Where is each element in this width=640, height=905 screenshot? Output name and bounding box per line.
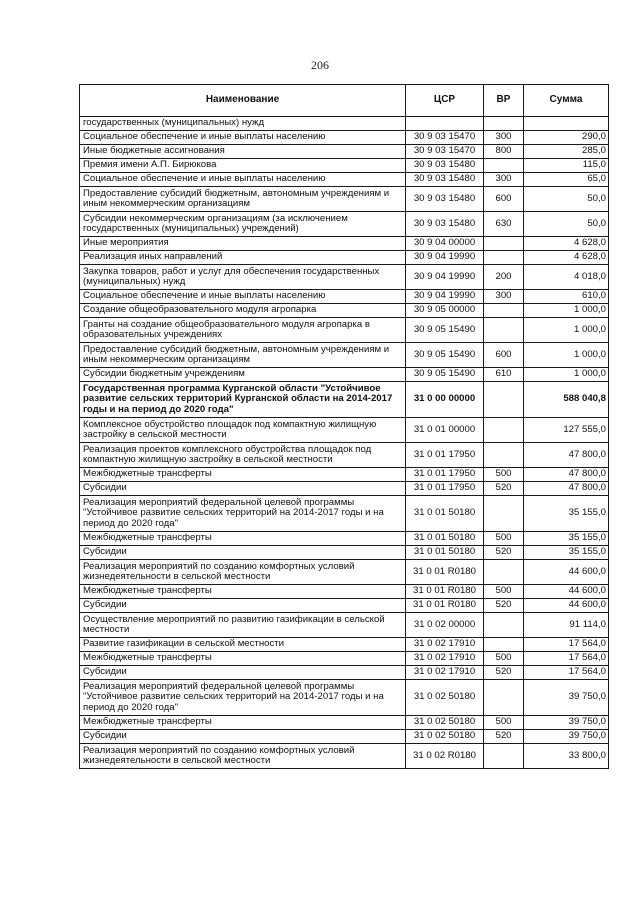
row-csr-cell: 30 9 05 00000 (406, 304, 484, 318)
row-sum-cell: 33 800,0 (524, 744, 609, 769)
row-csr-cell: 31 0 01 17950 (406, 468, 484, 482)
row-vr-cell: 500 (484, 652, 524, 666)
row-sum-cell: 47 800,0 (524, 482, 609, 496)
row-csr-cell: 30 9 03 15480 (406, 187, 484, 212)
row-csr-cell: 31 0 02 17910 (406, 652, 484, 666)
table-row (80, 304, 609, 318)
row-name-cell: Субсидии (80, 730, 406, 744)
row-vr-cell: 600 (484, 187, 524, 212)
row-vr-cell: 800 (484, 145, 524, 159)
row-sum-cell: 35 155,0 (524, 532, 609, 546)
table-row (80, 560, 609, 585)
table-row (80, 468, 609, 482)
row-name-cell: Субсидии бюджетным учреждениям (80, 368, 406, 382)
row-csr-cell: 31 0 02 00000 (406, 613, 484, 638)
row-csr-cell: 31 0 01 50180 (406, 532, 484, 546)
row-name-cell: Социальное обеспечение и иные выплаты населению (80, 131, 406, 145)
header-sum: Сумма (524, 85, 609, 117)
row-vr-cell (484, 251, 524, 265)
page-number: 206 (311, 58, 329, 72)
row-name-cell: Реализация мероприятий федеральной целевой программы "Устойчивое развитие сельских территорий на 2014-2017 годы и на период до 2020 года" (80, 496, 406, 532)
table-row (80, 418, 609, 443)
table-row (80, 496, 609, 532)
row-name-cell: Иные мероприятия (80, 237, 406, 251)
row-csr-cell: 31 0 02 17910 (406, 666, 484, 680)
table-row (80, 730, 609, 744)
row-vr-cell (484, 638, 524, 652)
row-vr-cell (484, 560, 524, 585)
row-csr-cell: 30 9 03 15480 (406, 173, 484, 187)
row-sum-cell: 127 555,0 (524, 418, 609, 443)
row-name-cell: Иные бюджетные ассигнования (80, 145, 406, 159)
row-vr-cell (484, 418, 524, 443)
row-csr-cell: 30 9 03 15480 (406, 159, 484, 173)
row-sum-cell: 44 600,0 (524, 560, 609, 585)
row-name-cell: Субсидии (80, 666, 406, 680)
row-csr-cell: 30 9 04 19990 (406, 265, 484, 290)
table-row (80, 131, 609, 145)
row-csr-cell: 30 9 05 15490 (406, 318, 484, 343)
row-name-cell: Социальное обеспечение и иные выплаты населению (80, 173, 406, 187)
row-sum-cell: 1 000,0 (524, 304, 609, 318)
row-vr-cell: 520 (484, 546, 524, 560)
row-vr-cell (484, 613, 524, 638)
row-name-cell: Субсидии (80, 482, 406, 496)
row-vr-cell: 500 (484, 532, 524, 546)
table-row (80, 251, 609, 265)
row-csr-cell: 30 9 05 15490 (406, 368, 484, 382)
row-vr-cell: 500 (484, 585, 524, 599)
row-csr-cell: 30 9 03 15480 (406, 212, 484, 237)
row-name-cell: Комплексное обустройство площадок под компактную жилищную застройку в сельской местности (80, 418, 406, 443)
row-name-cell: Государственная программа Курганской области "Устойчивое развитие сельских территорий Курганской области на 2014-2017 годы и на период до 2020 года" (80, 382, 406, 418)
row-sum-cell: 115,0 (524, 159, 609, 173)
row-name-cell: Социальное обеспечение и иные выплаты населению (80, 290, 406, 304)
table-row (80, 212, 609, 237)
header-name: Наименование (80, 85, 406, 117)
table-row (80, 368, 609, 382)
row-csr-cell: 31 0 02 17910 (406, 638, 484, 652)
table-row (80, 237, 609, 251)
row-name-cell: Развитие газификации в сельской местности (80, 638, 406, 652)
row-sum-cell: 50,0 (524, 212, 609, 237)
row-csr-cell: 31 0 01 17950 (406, 482, 484, 496)
header-csr: ЦСР (406, 85, 484, 117)
row-vr-cell: 520 (484, 730, 524, 744)
row-sum-cell: 610,0 (524, 290, 609, 304)
table-row (80, 318, 609, 343)
table-row (80, 173, 609, 187)
row-vr-cell: 630 (484, 212, 524, 237)
row-csr-cell: 30 9 03 15470 (406, 145, 484, 159)
row-csr-cell (406, 117, 484, 131)
row-sum-cell: 290,0 (524, 131, 609, 145)
row-name-cell: Реализация проектов комплексного обустройства площадок под компактную жилищную застройку в сельской местности (80, 443, 406, 468)
row-sum-cell: 65,0 (524, 173, 609, 187)
table-row (80, 443, 609, 468)
row-name-cell: Субсидии (80, 546, 406, 560)
row-sum-cell: 44 600,0 (524, 585, 609, 599)
row-sum-cell: 17 564,0 (524, 638, 609, 652)
table-row (80, 744, 609, 769)
row-sum-cell: 50,0 (524, 187, 609, 212)
row-vr-cell (484, 680, 524, 716)
row-sum-cell: 17 564,0 (524, 666, 609, 680)
row-sum-cell: 285,0 (524, 145, 609, 159)
row-sum-cell: 39 750,0 (524, 680, 609, 716)
row-name-cell: Реализация мероприятий федеральной целевой программы "Устойчивое развитие сельских территорий на 2014-2017 годы и на период до 2020 года" (80, 680, 406, 716)
table-row (80, 599, 609, 613)
row-sum-cell: 35 155,0 (524, 546, 609, 560)
row-sum-cell: 39 750,0 (524, 716, 609, 730)
row-vr-cell (484, 496, 524, 532)
row-vr-cell: 610 (484, 368, 524, 382)
budget-table (79, 84, 609, 769)
row-sum-cell (524, 117, 609, 131)
row-name-cell: Реализация мероприятий по созданию комфортных условий жизнедеятельности в сельской местности (80, 744, 406, 769)
row-csr-cell: 31 0 00 00000 (406, 382, 484, 418)
table-body (80, 117, 609, 769)
row-vr-cell (484, 159, 524, 173)
row-vr-cell: 500 (484, 716, 524, 730)
row-sum-cell: 91 114,0 (524, 613, 609, 638)
row-name-cell: Предоставление субсидий бюджетным, автономным учреждениям и иным некоммерческим организациям (80, 187, 406, 212)
row-name-cell: Межбюджетные трансферты (80, 468, 406, 482)
row-vr-cell: 600 (484, 343, 524, 368)
row-csr-cell: 31 0 02 50180 (406, 680, 484, 716)
row-sum-cell: 39 750,0 (524, 730, 609, 744)
row-csr-cell: 31 0 02 R0180 (406, 744, 484, 769)
table-row (80, 290, 609, 304)
row-csr-cell: 31 0 02 50180 (406, 730, 484, 744)
table-row (80, 585, 609, 599)
table-row (80, 680, 609, 716)
row-vr-cell: 520 (484, 599, 524, 613)
row-name-cell: Межбюджетные трансферты (80, 532, 406, 546)
row-sum-cell: 47 800,0 (524, 443, 609, 468)
row-csr-cell: 31 0 02 50180 (406, 716, 484, 730)
table-row (80, 159, 609, 173)
row-sum-cell: 4 628,0 (524, 237, 609, 251)
row-name-cell: Межбюджетные трансферты (80, 652, 406, 666)
row-csr-cell: 31 0 01 R0180 (406, 560, 484, 585)
row-vr-cell (484, 382, 524, 418)
row-name-cell: Реализация мероприятий по созданию комфортных условий жизнедеятельности в сельской местности (80, 560, 406, 585)
row-csr-cell: 30 9 04 19990 (406, 290, 484, 304)
table-header-row (80, 85, 609, 117)
table-row (80, 382, 609, 418)
row-sum-cell: 4 018,0 (524, 265, 609, 290)
row-vr-cell (484, 117, 524, 131)
row-vr-cell: 500 (484, 468, 524, 482)
row-name-cell: Гранты на создание общеобразовательного модуля агропарка в образовательных учреждениях (80, 318, 406, 343)
row-vr-cell: 520 (484, 482, 524, 496)
row-name-cell: Осуществление мероприятий по развитию газификации в сельской местности (80, 613, 406, 638)
row-sum-cell: 44 600,0 (524, 599, 609, 613)
table-row (80, 265, 609, 290)
row-csr-cell: 31 0 01 R0180 (406, 585, 484, 599)
row-csr-cell: 31 0 01 17950 (406, 443, 484, 468)
header-vr: ВР (484, 85, 524, 117)
row-sum-cell: 17 564,0 (524, 652, 609, 666)
table-row (80, 652, 609, 666)
row-sum-cell: 4 628,0 (524, 251, 609, 265)
row-name-cell: Субсидии (80, 599, 406, 613)
row-vr-cell: 520 (484, 666, 524, 680)
row-name-cell: Закупка товаров, работ и услуг для обеспечения государственных (муниципальных) нужд (80, 265, 406, 290)
row-csr-cell: 30 9 04 00000 (406, 237, 484, 251)
row-csr-cell: 30 9 05 15490 (406, 343, 484, 368)
row-csr-cell: 31 0 01 50180 (406, 496, 484, 532)
row-name-cell: Премия имени А.П. Бирюкова (80, 159, 406, 173)
row-name-cell: Межбюджетные трансферты (80, 585, 406, 599)
row-sum-cell: 1 000,0 (524, 368, 609, 382)
row-vr-cell: 300 (484, 173, 524, 187)
table-row (80, 638, 609, 652)
table-row (80, 716, 609, 730)
row-name-cell: государственных (муниципальных) нужд (80, 117, 406, 131)
row-csr-cell: 30 9 04 19990 (406, 251, 484, 265)
table-row (80, 145, 609, 159)
row-name-cell: Субсидии некоммерческим организациям (за исключением государственных (муниципальных) учреждений) (80, 212, 406, 237)
row-name-cell: Создание общеобразовательного модуля агропарка (80, 304, 406, 318)
row-csr-cell: 31 0 01 00000 (406, 418, 484, 443)
row-csr-cell: 31 0 01 50180 (406, 546, 484, 560)
row-vr-cell (484, 237, 524, 251)
row-vr-cell: 200 (484, 265, 524, 290)
row-vr-cell: 300 (484, 131, 524, 145)
row-sum-cell: 35 155,0 (524, 496, 609, 532)
row-name-cell: Реализация иных направлений (80, 251, 406, 265)
row-vr-cell (484, 744, 524, 769)
table-row (80, 613, 609, 638)
row-vr-cell: 300 (484, 290, 524, 304)
table-row (80, 117, 609, 131)
row-vr-cell (484, 318, 524, 343)
table-row (80, 343, 609, 368)
row-sum-cell: 588 040,8 (524, 382, 609, 418)
row-name-cell: Межбюджетные трансферты (80, 716, 406, 730)
table-row (80, 546, 609, 560)
row-vr-cell (484, 443, 524, 468)
row-csr-cell: 31 0 01 R0180 (406, 599, 484, 613)
row-vr-cell (484, 304, 524, 318)
table-row (80, 666, 609, 680)
row-sum-cell: 47 800,0 (524, 468, 609, 482)
table-row (80, 187, 609, 212)
row-sum-cell: 1 000,0 (524, 318, 609, 343)
table-row (80, 482, 609, 496)
row-name-cell: Предоставление субсидий бюджетным, автономным учреждениям и иным некоммерческим организациям (80, 343, 406, 368)
table-row (80, 532, 609, 546)
row-csr-cell: 30 9 03 15470 (406, 131, 484, 145)
row-sum-cell: 1 000,0 (524, 343, 609, 368)
